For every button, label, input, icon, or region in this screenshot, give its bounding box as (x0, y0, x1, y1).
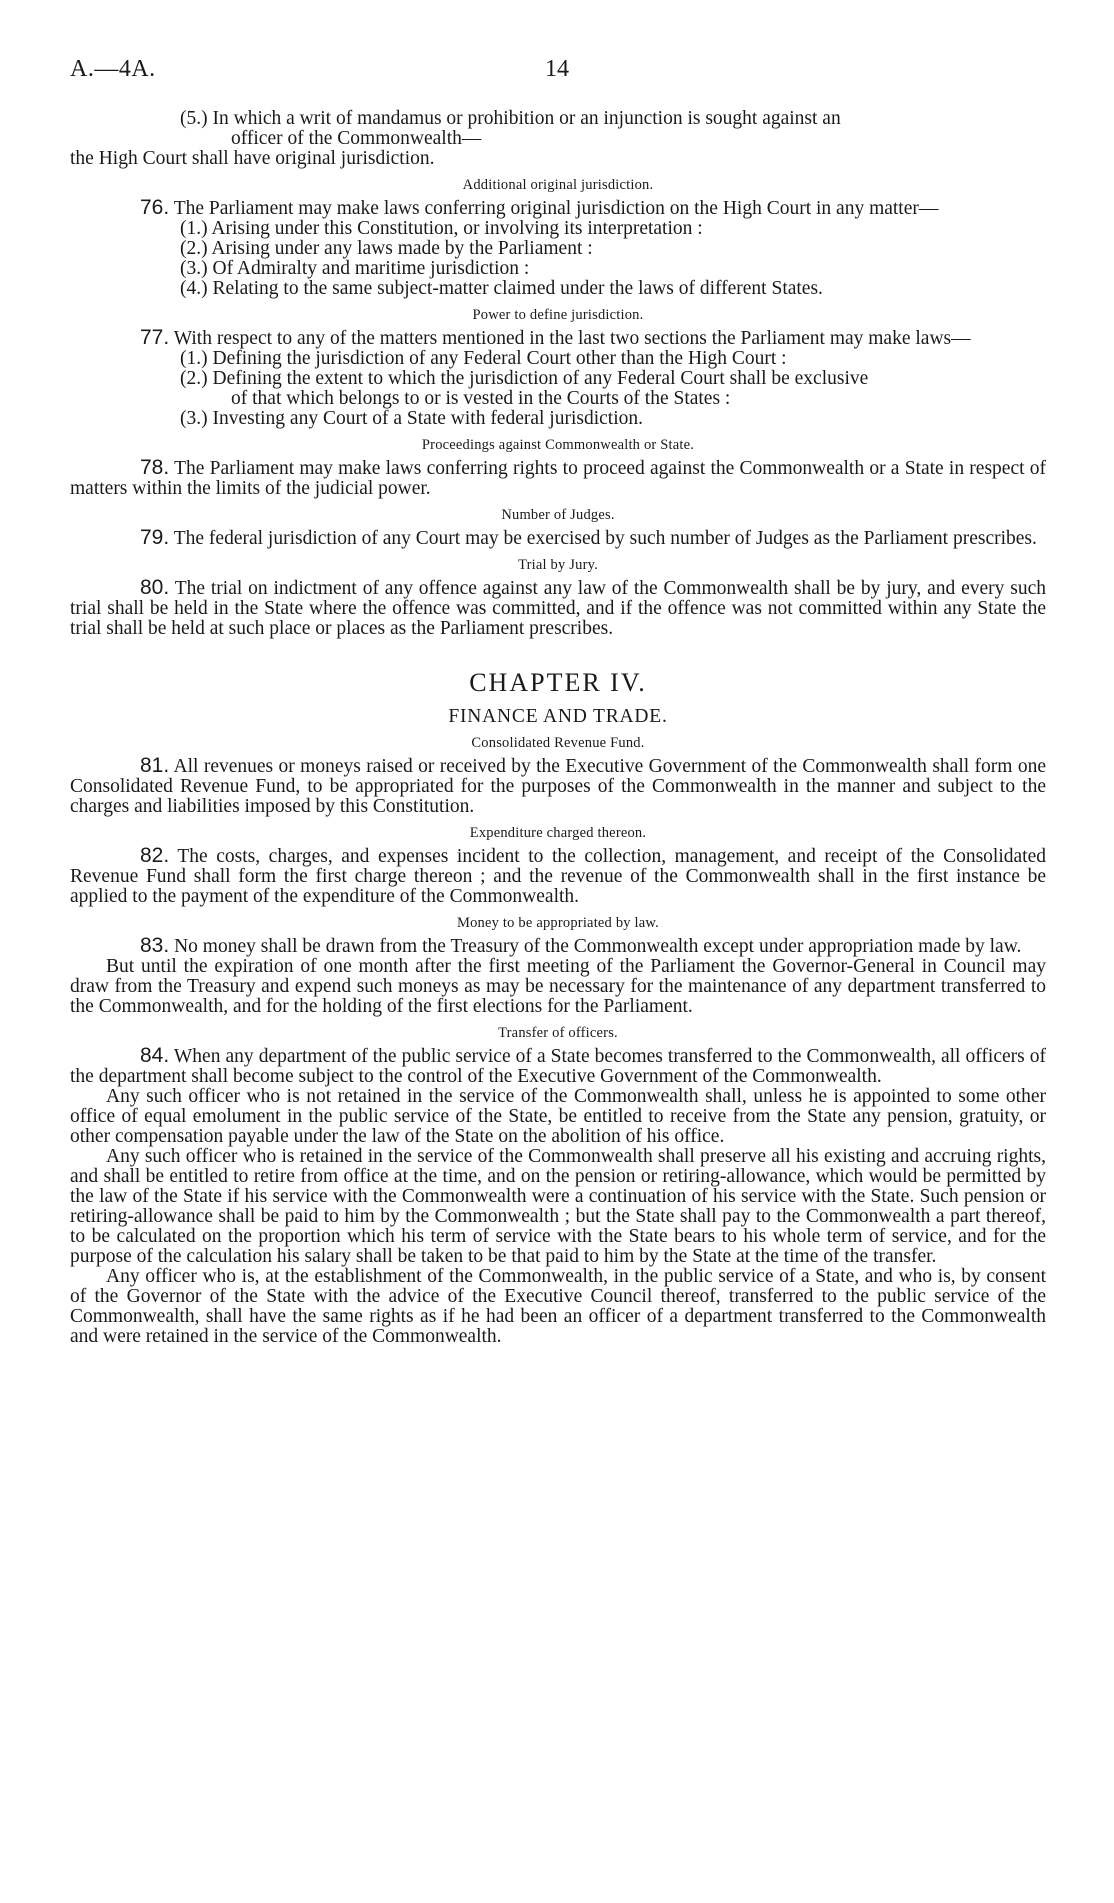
s77-text: With respect to any of the matters mentioned in the last two sections the Parliament may make laws— (173, 328, 971, 349)
s79-number: 79. (140, 526, 170, 549)
document-reference: A.—4A. (70, 56, 156, 82)
s79-text: The federal jurisdiction of any Court may be exercised by such number of Judges as the Parliament prescribes. (173, 528, 1037, 549)
s81-paragraph (70, 756, 1046, 817)
chapter-subtitle: FINANCE AND TRADE. (448, 706, 668, 727)
document-body (70, 109, 1046, 1347)
s84-paragraph (70, 1046, 1046, 1087)
s77-item-1: (1.) Defining the jurisdiction of any Federal Court other than the High Court : (180, 348, 787, 369)
s83-paragraph (70, 936, 1046, 957)
s84-paragraph-4: Any officer who is, at the establishment of the Commonwealth, in the public service of a State, and who is, by consent of the Governor of the State with the advice of the Executive Council thereof, transferred to the public service of the Commonwealth, shall have the same rights as if he had been an officer of a department transferred to the Commonwealth and were retained in the service of the Commonwealth. (70, 1266, 1046, 1347)
s75-tail: the High Court shall have original jurisdiction. (70, 148, 435, 169)
s82-margin-note: Expenditure charged thereon. (469, 825, 647, 841)
page-number: 14 (545, 56, 569, 82)
s84-paragraph-2: Any such officer who is not retained in the service of the Commonwealth shall, unless he is appointed to some other office of equal emolument in the public service of the State, be entitled to receive from the State any pension, gratuity, or other compensation payable under the law of the State on the abolition of his office. (70, 1086, 1046, 1147)
s76-text: The Parliament may make laws conferring original jurisdiction on the High Court in any matter— (173, 198, 939, 219)
s75-item-5: (5.) In which a writ of mandamus or prohibition or an injunction is sought against an (180, 108, 841, 129)
s77-item-3: (3.) Investing any Court of a State with federal jurisdiction. (180, 408, 644, 429)
s80-paragraph (70, 578, 1046, 639)
s83-margin-note: Money to be appropriated by law. (457, 915, 659, 931)
chapter-title: CHAPTER IV. (469, 668, 647, 697)
s81-number: 81. (140, 754, 170, 777)
s76-item-1: (1.) Arising under this Constitution, or involving its interpretation : (180, 218, 703, 239)
s75-item-5-cont: officer of the Commonwealth— (231, 128, 482, 149)
s77-item-2: (2.) Defining the extent to which the jurisdiction of any Federal Court shall be exclusive (180, 368, 869, 389)
s81-text: All revenues or moneys raised or received by the Executive Government of the Commonwealth shall form one Consolidated Revenue Fund, to be appropriated for the purposes of the Commonwealth in the manner and subject to the charges and liabilities imposed by this Constitution. (70, 756, 1046, 817)
s83-paragraph-2: But until the expiration of one month after the first meeting of the Parliament the Governor-General in Council may draw from the Treasury and expend such moneys as may be necessary for the maintenance of any department transferred to the Commonwealth, and for the holding of the first elections for the Parliament. (70, 956, 1046, 1017)
s83-text: No money shall be drawn from the Treasury of the Commonwealth except under appropriation made by law. (174, 936, 1022, 957)
s76-item-4: (4.) Relating to the same subject-matter claimed under the laws of different States. (180, 278, 823, 299)
s80-margin-note: Trial by Jury. (518, 557, 598, 573)
s78-text: The Parliament may make laws conferring rights to proceed against the Commonwealth or a State in respect of matters within the limits of the judicial power. (70, 458, 1046, 499)
s78-margin-note: Proceedings against Commonwealth or State. (421, 437, 695, 453)
s77-item-2-cont: of that which belongs to or is vested in the Courts of the States : (231, 388, 731, 409)
s80-number: 80. (140, 576, 170, 599)
s84-paragraph-3: Any such officer who is retained in the service of the Commonwealth shall preserve all his existing and accruing rights, and shall be entitled to retire from office at the time, and on the pension or retiring-allowance, which would be permitted by the law of the State if his service with the Commonwealth were a continuation of his service with the State. Such pension or retiring-allowance shall be paid to him by the Commonwealth ; but the State shall pay to the Commonwealth a part thereof, to be calculated on the proportion which his term of service with the State bears to his whole term of service, and for the purpose of the calculation his salary shall be taken to be that paid to him by the State at the time of the transfer. (70, 1146, 1046, 1267)
s76-item-2: (2.) Arising under any laws made by the Parliament : (180, 238, 593, 259)
s82-text: The costs, charges, and expenses incident to the collection, management, and receipt of the Consolidated Revenue Fund shall form the first charge thereon ; and the revenue of the Commonwealth shall in the first instance be applied to the payment of the expenditure of the Commonwealth. (70, 846, 1046, 907)
s76-paragraph (70, 198, 1046, 219)
s81-margin-note: Consolidated Revenue Fund. (471, 735, 645, 751)
s77-paragraph (70, 328, 1046, 349)
s83-number: 83. (140, 934, 170, 957)
s84-margin-note: Transfer of officers. (498, 1025, 618, 1041)
s76-margin-note: Additional original jurisdiction. (462, 177, 654, 193)
s77-number: 77. (140, 326, 170, 349)
s78-paragraph (70, 458, 1046, 499)
s79-paragraph (70, 528, 1046, 549)
s84-text: When any department of the public service of a State becomes transferred to the Commonwealth, all officers of the department shall become subject to the control of the Executive Government of the Commonwealth. (70, 1046, 1046, 1087)
s79-margin-note: Number of Judges. (501, 507, 615, 523)
s80-text: The trial on indictment of any offence against any law of the Commonwealth shall be by jury, and every such trial shall be held in the State where the offence was committed, and if the offence was not committed within any State the trial shall be held at such place or places as the Parliament prescribes. (70, 578, 1046, 639)
s76-number: 76. (140, 196, 170, 219)
s84-number: 84. (140, 1044, 170, 1067)
s76-item-3: (3.) Of Admiralty and maritime jurisdiction : (180, 258, 530, 279)
s78-number: 78. (140, 456, 170, 479)
s82-number: 82. (140, 844, 170, 867)
s82-paragraph (70, 846, 1046, 907)
s77-margin-note: Power to define jurisdiction. (472, 307, 644, 323)
